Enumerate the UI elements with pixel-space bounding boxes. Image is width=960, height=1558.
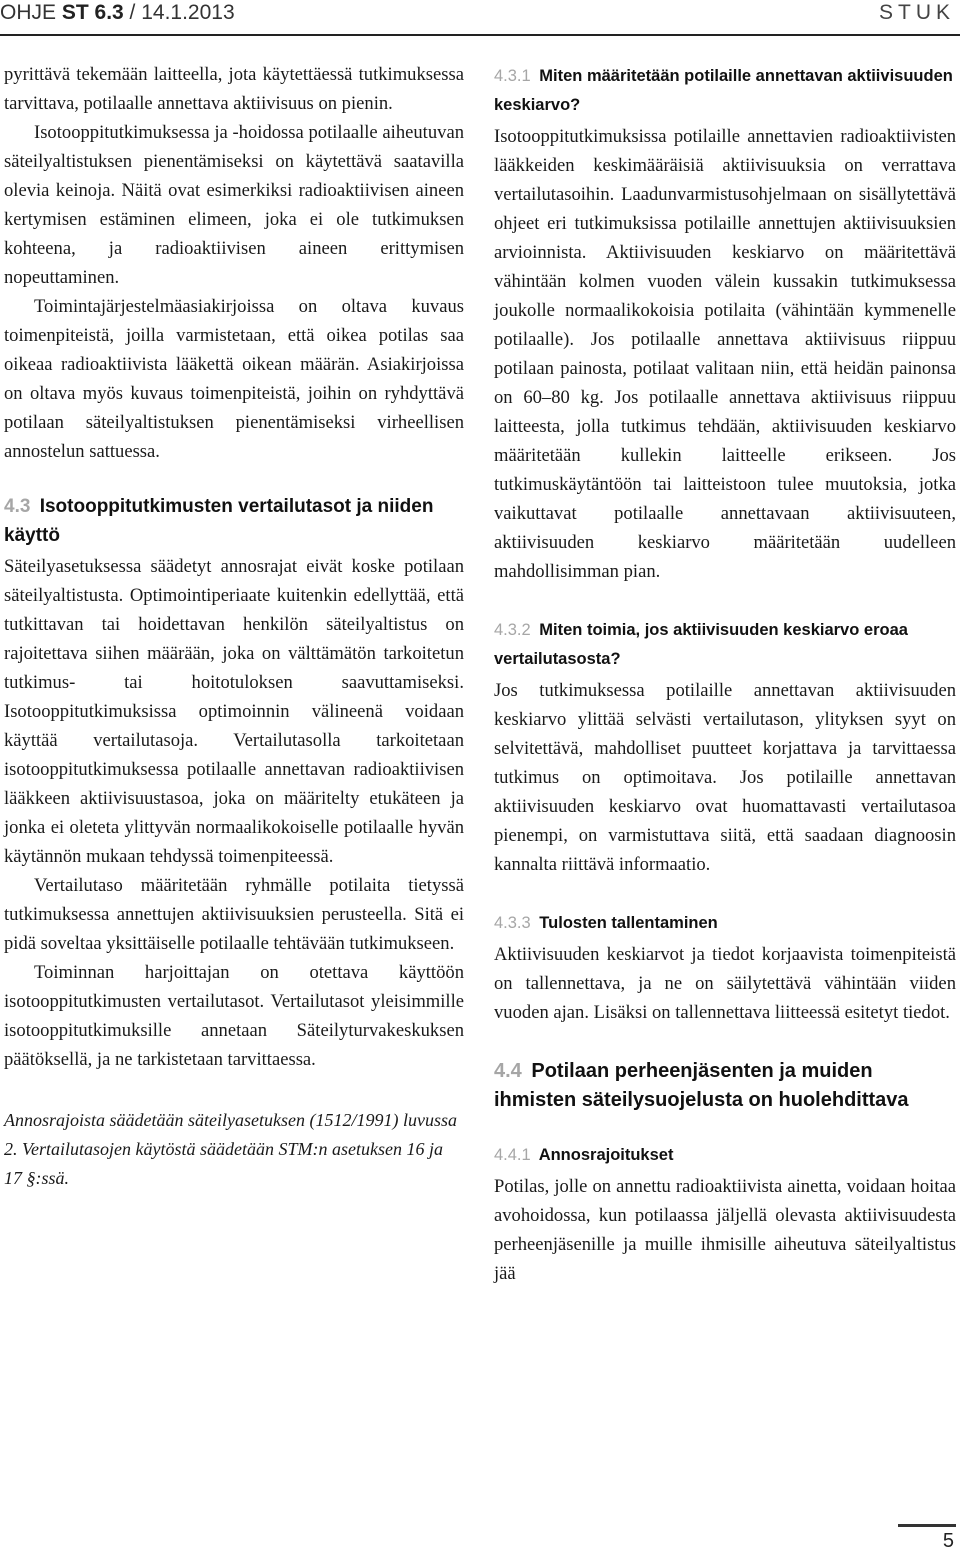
section-number: 4.3.1	[494, 67, 531, 85]
section-title: Miten määritetään potilaille annettavan aktiivisuuden keskiarvo?	[494, 67, 953, 114]
section-heading-4-3-2	[494, 616, 956, 674]
section-number: 4.3	[4, 496, 31, 517]
paragraph: Säteilyasetuksessa säädetyt annosrajat eivät koske potilaan säteilyaltistusta. Optimointiperiaate kuitenkin edellyttää, että tutkittavan tai hoidettavan henkilön säteilyaltistus on rajoitettava siihen määrään, joka on välttämätön tarkoitetun tutkimus- tai hoitotuloksen saavuttamiseksi. Isotooppitutkimuksissa optimoinnin välineenä voidaan käyttää vertailutasoja. Vertailutasolla tarkoitetaan isotooppitutkimuksessa potilaalle annettavan radioaktiivisen lääkkeen aktiivisuustasoa, joka on määritelty etukäteen ja jonka ei oleteta ylittyvän normaalikokoiselle potilaalle hyvän käytännön mukaan tehdyssä toimenpiteessä.	[4, 556, 464, 867]
section-heading-4-4-1	[494, 1141, 956, 1170]
legal-note: Annosrajoista säädetään säteilyasetuksen (1512/1991) luvussa 2. Vertailutasojen käytöstä säädetään STM:n asetuksen 16 ja 17 §:ssä.	[4, 1110, 457, 1188]
section-heading-4-3	[4, 492, 464, 550]
doc-date: / 14.1.2013	[123, 1, 235, 24]
left-column	[4, 60, 464, 1193]
footer-rule	[898, 1524, 956, 1527]
section-title: Annosrajoitukset	[538, 1146, 674, 1164]
section-title: Potilaan perheenjäsenten ja muiden ihmisten säteilysuojelusta on huolehdittava	[494, 1060, 909, 1111]
section-title: Tulosten tallentaminen	[539, 914, 718, 932]
section-number: 4.3.2	[494, 621, 531, 639]
section-title: Isotooppitutkimusten vertailutasot ja niiden käyttö	[4, 496, 434, 546]
section-title: Miten toimia, jos aktiivisuuden keskiarvo eroaa vertailutasosta?	[494, 621, 908, 668]
section-number: 4.4.1	[494, 1146, 531, 1164]
paragraph: Isotooppitutkimuksessa ja -hoidossa potilaalle aiheutuvan säteilyaltistuksen pienentämiseksi on käytettävä saatavilla olevia keinoja. Näitä ovat esimerkiksi radioaktiivisen aineen kertymisen estäminen elimeen, joka ei ole tutkimuksen kohteena, ja radioaktiivisen aineen erittymisen nopeuttaminen.	[4, 122, 464, 288]
paragraph: pyrittävä tekemään laitteella, jota käytettäessä tutkimuksessa tarvittava, potilaalle annettava aktiivisuus on pienin.	[4, 64, 464, 114]
paragraph: Aktiivisuuden keskiarvot ja tiedot korjaavista toimenpiteistä on tallennettava, ja ne on säilytettävä vähintään viiden vuoden ajan. Lisäksi on tallennettava liitteessä esitetyt tiedot.	[494, 944, 956, 1023]
paragraph: Toiminnan harjoittajan on otettava käyttöön isotooppitutkimusten vertailutasot. Vertailutasot yleisimmille isotooppitutkimuksille annetaan Säteilyturvakeskuksen päätöksellä, ja ne tarkistetaan tarvittaessa.	[4, 962, 464, 1070]
paragraph: Toimintajärjestelmäasiakirjoissa on oltava kuvaus toimenpiteistä, joilla varmistetaan, että oikea potilas saa oikeaa radioaktiivista lääkettä oikean määrän. Asiakirjoissa on oltava myös kuvaus toimenpiteistä, joihin on ryhdyttävä potilaan säteilyaltistuksen pienentämiseksi virheellisen annostelun sattuessa.	[4, 296, 464, 462]
section-heading-4-3-1	[494, 62, 956, 120]
paragraph: Isotooppitutkimuksissa potilaille annettavien radioaktiivisten lääkkeiden keskimääräisiä aktiivisuuksia on verrattava vertailutasoihin. Laadunvarmistusohjelmaan on sisällytettävä ohjeet eri tutkimuksissa potilaille annettujen aktiivisuuksien arvioinnista. Aktiivisuuden keskiarvo on määritettävä vähintään kolmen vuoden välein kussakin tutkimuksessa joukolle normaalikokoisia potilaita (vähintään kymmenelle potilaalle). Jos potilaalle annettava aktiivisuus riippuu potilaan painosta, potilaat valitaan niin, että heidän painonsa on 60–80 kg. Jos potilaalle annettava aktiivisuus riippuu laitteesta, jolla tutkimus tehdään, aktiivisuuden keskiarvo määritetään kullekin laitteelle erikseen. Jos tutkimuskäytäntöön tai laitteistoon tulee muutoksia, jotka vaikuttavat potilaalle annettavaan aktiivisuuteen, aktiivisuuden keskiarvo määritetään uudelleen mahdollisimman pian.	[494, 126, 956, 582]
doc-type: OHJE	[0, 1, 62, 24]
paragraph: Vertailutaso määritetään ryhmälle potilaita tietyssä tutkimuksessa annettujen aktiivisuuksien perusteella. Sitä ei pidä soveltaa yksittäiselle potilaalle tehtävään tutkimukseen.	[4, 875, 464, 954]
running-header-doc	[0, 1, 235, 25]
section-number: 4.3.3	[494, 914, 531, 932]
page-number: 5	[942, 1530, 954, 1552]
running-header-org: STUK	[878, 1, 955, 24]
section-heading-4-4	[494, 1057, 956, 1115]
paragraph: Jos tutkimuksessa potilaille annettavan aktiivisuuden keskiarvo ylittää selvästi vertailutason, ylityksen syyt on selvitettävä, mahdolliset puutteet korjattava ja tarvittaessa tutkimus on optimoitava. Jos potilaille annettavan aktiivisuuden keskiarvo ovat huomattavasti vertailutasoa pienempi, on varmistuttava siitä, että saadaan diagnoosin kannalta riittävä informaatio.	[494, 680, 956, 875]
section-number: 4.4	[494, 1060, 522, 1082]
paragraph: Potilas, jolle on annettu radioaktiivista ainetta, voidaan hoitaa avohoidossa, kun potilaassa jäljellä olevasta aktiivisuudesta perheenjäsenille ja muille ihmisille aiheutuva säteilyaltistus jää	[494, 1176, 956, 1284]
doc-code: ST 6.3	[61, 1, 124, 24]
right-column	[494, 60, 956, 1288]
header-rule	[0, 34, 960, 36]
section-heading-4-3-3	[494, 909, 956, 938]
